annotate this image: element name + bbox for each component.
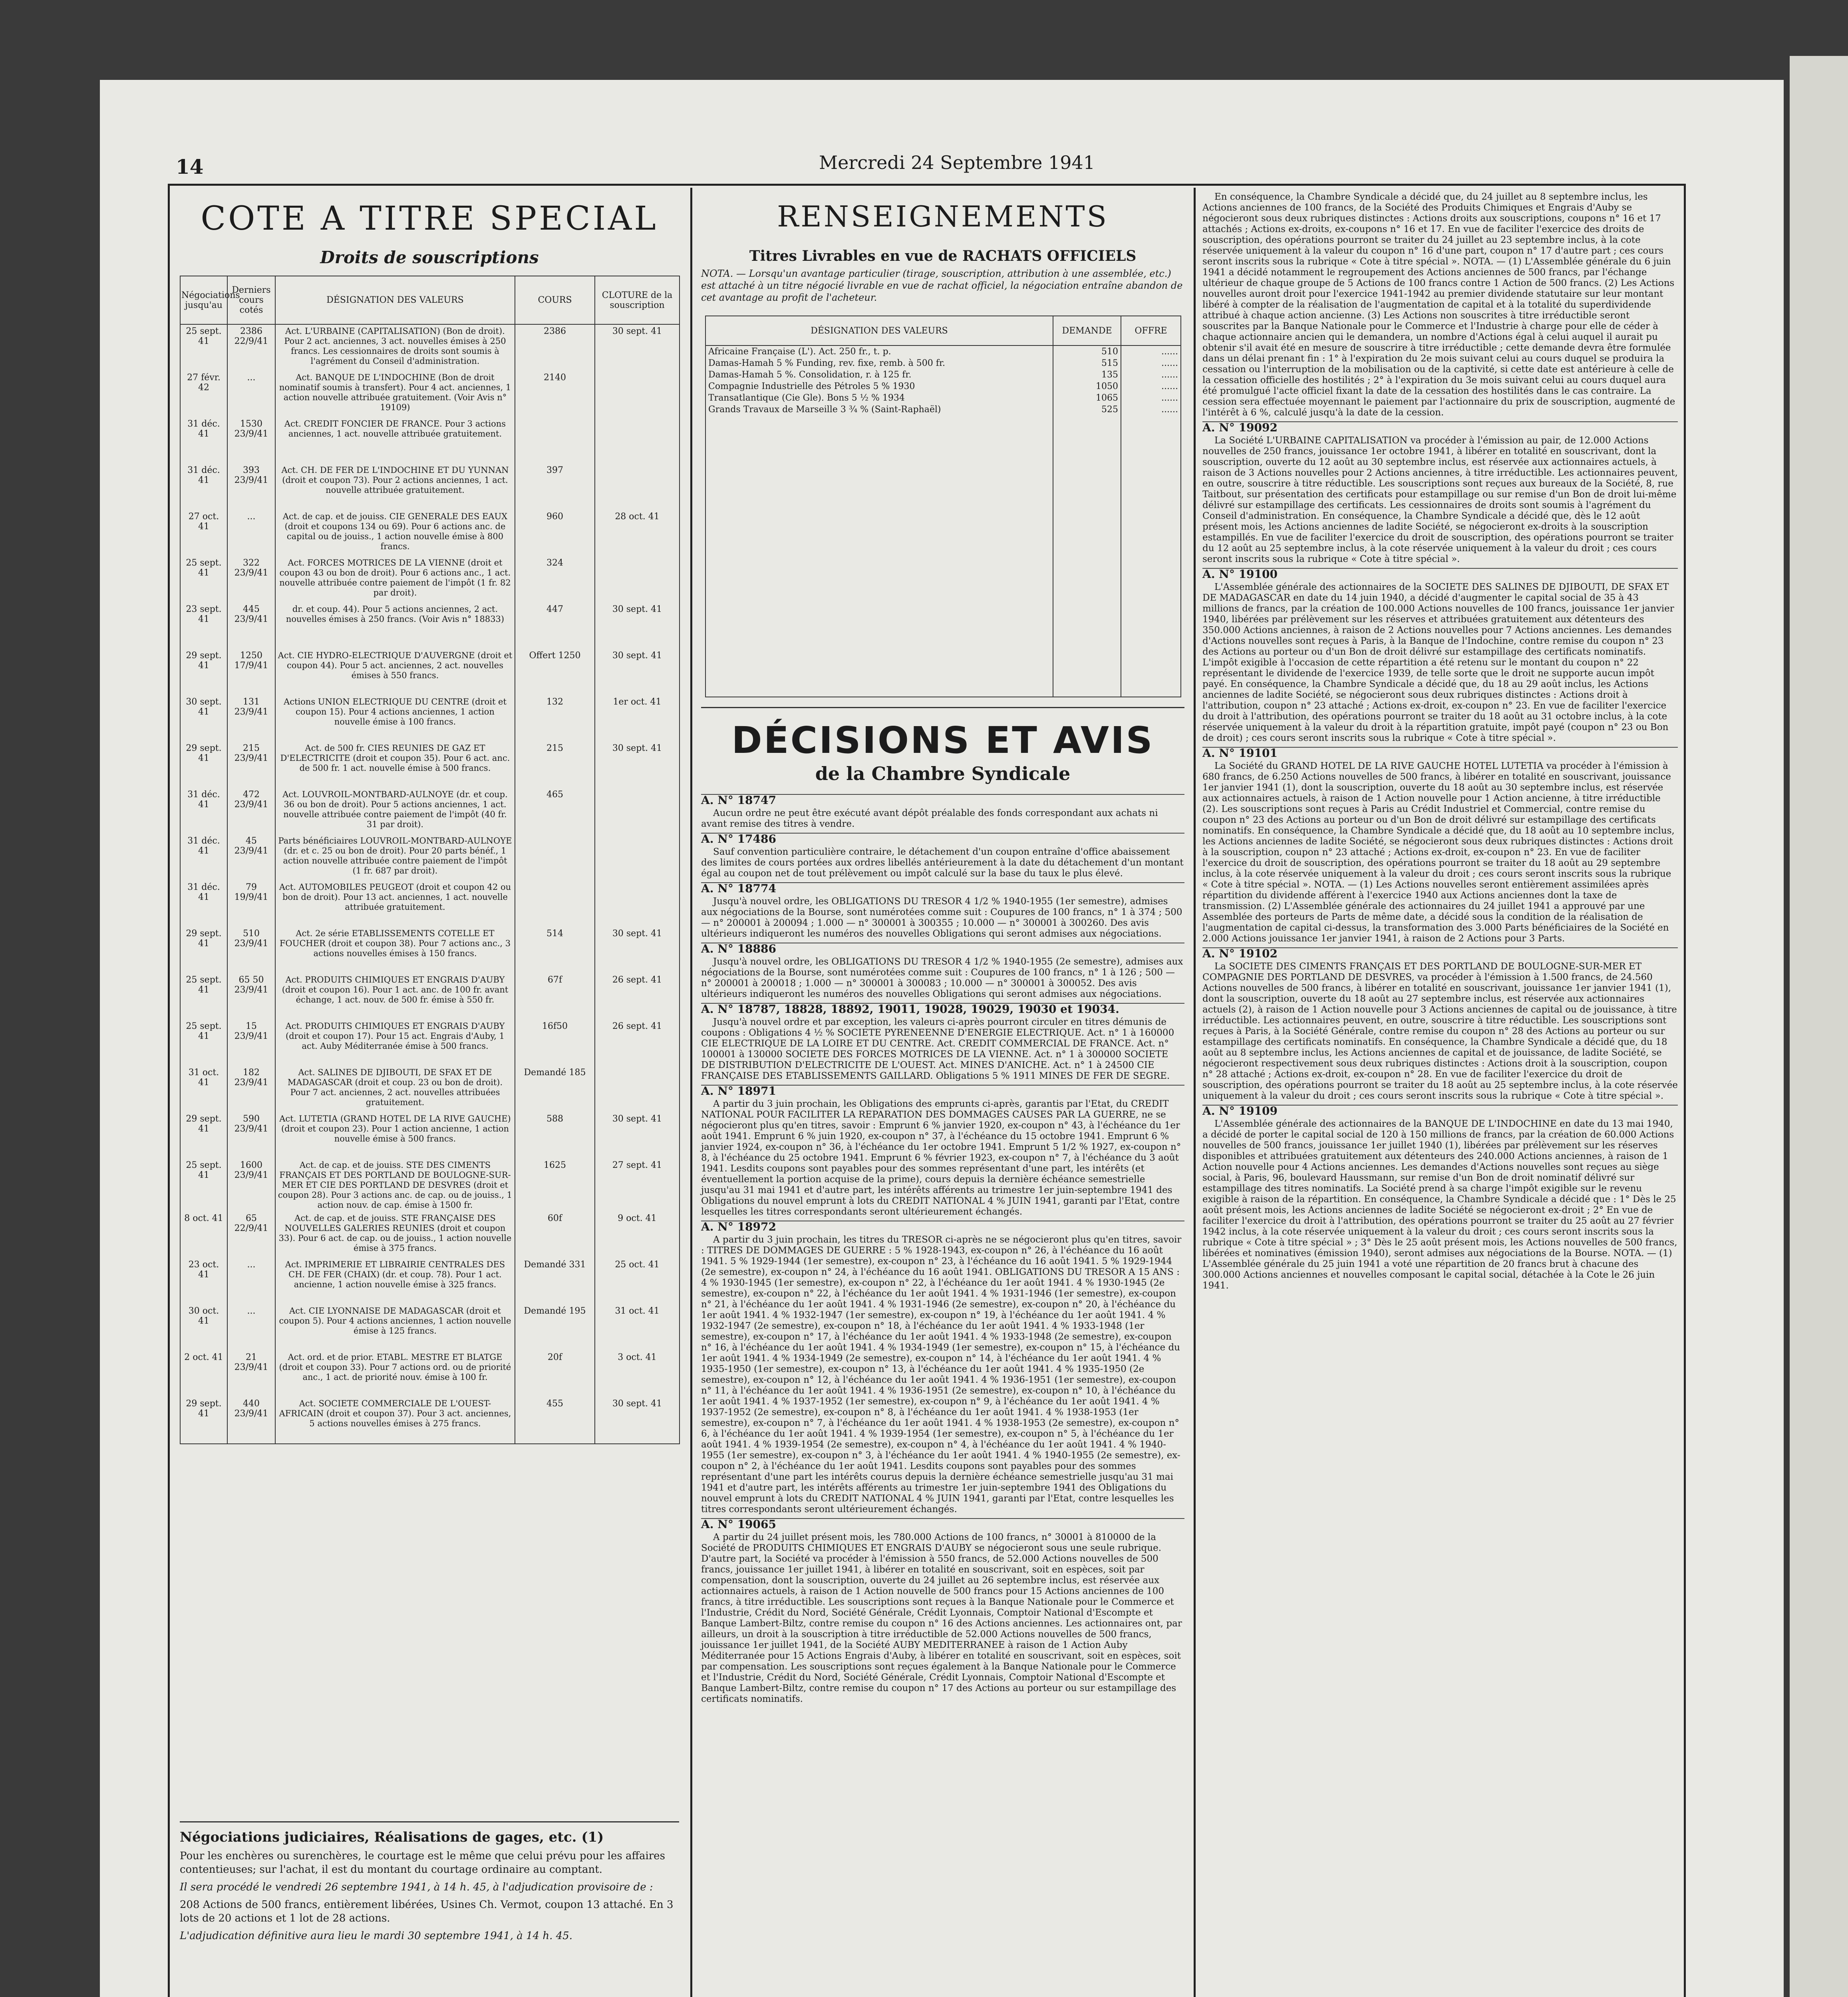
table-cell: 465 — [515, 788, 595, 834]
table-cell: Act. de 500 fr. CIES REUNIES DE GAZ ET D'ELECTRICITE (droit et coupon 35). Pour 6 act. anc. de 500 fr. 1 act. nouvelle émise à 500 francs. — [275, 742, 515, 788]
table-cell: 525 — [1053, 404, 1121, 415]
table-cell: ... — [227, 1258, 275, 1304]
table-row — [180, 603, 680, 649]
table-cell: 23 sept. 41 — [180, 603, 227, 649]
column-header: DEMANDE — [1053, 316, 1121, 345]
table-cell: Actions UNION ELECTRIQUE DU CENTRE (droit et coupon 15). Pour 4 actions anciennes, 1 action nouvelle émise à 100 francs. — [275, 695, 515, 742]
table-cell: Act. IMPRIMERIE ET LIBRAIRIE CENTRALES DES CH. DE FER (CHAIX) (dr. et coup. 78). Pour 1 act. ancienne, 1 action nouvelle émise à 325 francs. — [275, 1258, 515, 1304]
avis-block — [701, 943, 1184, 1000]
table-cell: 30 sept. 41 — [595, 1397, 680, 1444]
avis-number: A. N° 18747 — [701, 794, 776, 807]
table-cell: ... — [227, 371, 275, 417]
table-cell: 23 oct. 41 — [180, 1258, 227, 1304]
table-cell: 31 oct. 41 — [180, 1066, 227, 1112]
table-cell — [595, 417, 680, 464]
table-row — [180, 1351, 680, 1397]
table-cell: 79 19/9/41 — [227, 881, 275, 927]
table-cell — [595, 371, 680, 417]
table-row — [180, 1112, 680, 1159]
table-row — [180, 881, 680, 927]
table-row — [705, 369, 1181, 381]
table-cell — [1121, 415, 1181, 697]
table-cell — [515, 881, 595, 927]
avis-text: L'Assemblée générale des actionnaires de la SOCIETE DES SALINES DE DJIBOUTI, DE SFAX ET DE MADAGASCAR en date du 14 juin 1940, a décidé d'augmenter le capital social de 35 à 43 millions de francs, par la création de 100.000 Actions nouvelles de 100 francs, jouissance 1er janvier 1940, libérées par prélèvement sur les réserves et attribuées gratuitement aux détenteurs des 350.000 Actions anciennes, à raison de 2 Actions nouvelles pour 7 Actions anciennes. Les demandes d'Actions nouvelles sont reçues à Paris, à la Banque de l'Indochine, contre remise du coupon n° 23 des Actions au porteur ou d'un Bon de droit délivré sur estampillage des certificats nominatifs. L'impôt exigible à l'occasion de cette répartition a été retenu sur le montant du coupon n° 22 représentant le dividende de l'exercice 1939, de telle sorte que le droit ne supporte aucun impôt payé. En conséquence, la Chambre Syndicale a décidé que, du 18 au 29 août inclus, les Actions anciennes de ladite Société, se négocieront sous deux rubriques distinctes : Actions droit à l'attribution, coupon n° 23 attaché ; Actions ex-droit, ex-coupon n° 23. En vue de faciliter l'exercice du droit à l'attribution, des opérations pourront se traiter du 18 août au 31 octobre inclus, à la cote réservée uniquement à la valeur du droit à la répartition gratuite, impôt payé (coupon n° 23 ou Bon de droit) ; ces cours seront inscrits sous la rubrique « Cote à titre spécial ». — [1202, 582, 1674, 743]
table-cell: 447 — [515, 603, 595, 649]
avis-number: A. N° 18972 — [701, 1220, 776, 1233]
table-cell: Compagnie Industrielle des Pétroles 5 % 1930 — [705, 381, 1053, 392]
table-cell: 510 — [1053, 345, 1121, 357]
avis-text: A partir du 3 juin prochain, les titres du TRESOR ci-après ne se négocieront plus qu'en titres, savoir : TITRES DE DOMMAGES DE GUERRE : 5 % 1928-1943, ex-coupon n° 26, à l'échéance du 16 août 1941. 5 % 1929-1944 (1er semestre), ex-coupon n° 23, à l'échéance du 16 août 1941. 5 % 1929-1944 (2e semestre), ex-coupon n° 24, à l'échéance du 16 août 1941. OBLIGATIONS DU TRESOR A 15 ANS : 4 % 1930-1945 (1er semestre), ex-coupon n° 22, à l'échéance du 1er août 1941. 4 % 1930-1945 (2e semestre), ex-coupon n° 22, à l'échéance du 1er août 1941. 4 % 1931-1946 (1er semestre), ex-coupon n° 21, à l'échéance du 1er août 1941. 4 % 1931-1946 (2e semestre), ex-coupon n° 20, à l'échéance du 1er août 1941. 4 % 1932-1947 (1er semestre), ex-coupon n° 19, à l'échéance du 1er août 1941. 4 % 1932-1947 (2e semestre), ex-coupon n° 18, à l'échéance du 1er août 1941. 4 % 1933-1948 (1er semestre), ex-coupon n° 17, à l'échéance du 1er août 1941. 4 % 1933-1948 (2e semestre), ex-coupon n° 16, à l'échéance du 1er août 1941. 4 % 1934-1949 (1er semestre), ex-coupon n° 15, à l'échéance du 1er août 1941. 4 % 1934-1949 (2e semestre), ex-coupon n° 14, à l'échéance du 1er août 1941. 4 % 1935-1950 (1er semestre), ex-coupon n° 13, à l'échéance du 1er août 1941. 4 % 1935-1950 (2e semestre), ex-coupon n° 12, à l'échéance du 1er août 1941. 4 % 1936-1951 (1er semestre), ex-coupon n° 11, à l'échéance du 1er août 1941. 4 % 1936-1951 (2e semestre), ex-coupon n° 10, à l'échéance du 1er août 1941. 4 % 1937-1952 (1er semestre), ex-coupon n° 9, à l'échéance du 1er août 1941. 4 % 1937-1952 (2e semestre), ex-coupon n° 8, à l'échéance du 1er août 1941. 4 % 1938-1953 (1er semestre), ex-coupon n° 7, à l'échéance du 1er août 1941. 4 % 1938-1953 (2e semestre), ex-coupon n° 6, à l'échéance du 1er août 1941. 4 % 1939-1954 (1er semestre), ex-coupon n° 5, à l'échéance du 1er août 1941. 4 % 1939-1954 (2e semestre), ex-coupon n° 4, à l'échéance du 1er août 1941. 4 % 1940-1955 (1er semestre), ex-coupon n° 3, à l'échéance du 1er août 1941. 4 % 1940-1955 (2e semestre), ex-coupon n° 2, à l'échéance du 1er août 1941. Lesdits coupons sont payables pour des sommes représentant d'une part les intérêts courus depuis la dernière échéance semestrielle jusqu'au 31 mai 1941 et d'autre part, les intérêts afférents au trimestre 1er juin-septembre 1941 des Obligations du nouvel emprunt à lots du CREDIT NATIONAL 4 % JUIN 1941, garanti par l'Etat, contre lesquelles les titres correspondants seront ultérieurement échangés. — [701, 1235, 1182, 1515]
table-cell: Act. CH. DE FER DE L'INDOCHINE ET DU YUNNAN (droit et coupon 73). Pour 2 actions anciennes, 1 act. nouvelle attribuée gratuitement. — [275, 464, 515, 510]
table-cell: ...... — [1121, 392, 1181, 404]
table-cell: Demandé 195 — [515, 1304, 595, 1351]
section-title: RENSEIGNEMENTS — [777, 200, 1109, 233]
avis-block — [701, 833, 1184, 879]
table-row — [180, 1066, 680, 1112]
paragraph: 208 Actions de 500 francs, entièrement libérées, Usines Ch. Vermot, coupon 13 attaché. En 3 lots de 20 actions et 1 lot de 28 actions. — [180, 1899, 674, 1924]
table-cell: Transatlantique (Cie Gle). Bons 5 ½ % 1934 — [705, 392, 1053, 404]
table-cell: 21 23/9/41 — [227, 1351, 275, 1397]
table-cell: 60f — [515, 1212, 595, 1258]
page-date: Mercredi 24 Septembre 1941 — [819, 152, 1095, 173]
table-cell: Parts bénéficiaires LOUVROIL-MONTBARD-AULNOYE (dr. et c. 25 ou bon de droit). Pour 20 parts bénéf., 1 action nouvelle attribuée contre paiement de l'impôt (1 fr. 687 par droit). — [275, 834, 515, 881]
table-cell: 182 23/9/41 — [227, 1066, 275, 1112]
table-cell: 27 févr. 42 — [180, 371, 227, 417]
avis-continued-column — [1198, 188, 1682, 1997]
section-title: COTE A TITRE SPECIAL — [201, 200, 658, 238]
table-cell — [515, 417, 595, 464]
table-cell: dr. et coup. 44). Pour 5 actions anciennes, 2 act. nouvelles émises à 250 francs. (Voir Avis n° 18833) — [275, 603, 515, 649]
avis-block — [701, 794, 1184, 830]
avis-block — [701, 1085, 1184, 1217]
avis-block — [1202, 568, 1678, 744]
table-cell: 1250 17/9/41 — [227, 649, 275, 695]
adjacent-page-edge — [1790, 56, 1848, 1997]
table-cell: 30 sept. 41 — [595, 1112, 680, 1159]
table-cell: 30 sept. 41 — [595, 603, 680, 649]
table-row — [180, 1397, 680, 1444]
column-header: CLOTURE de la souscription — [595, 276, 680, 324]
table-cell: 2386 22/9/41 — [227, 324, 275, 371]
table-cell: 30 sept. 41 — [595, 324, 680, 371]
table-cell: 510 23/9/41 — [227, 927, 275, 973]
table-cell: Act. L'URBAINE (CAPITALISATION) (Bon de droit). Pour 2 act. anciennes, 3 act. nouvelles émises à 250 francs. Les cessionnaires de droits sont soumis à l'agrément du Conseil d'administration. — [275, 324, 515, 371]
table-cell: 26 sept. 41 — [595, 1020, 680, 1066]
avis-text: Jusqu'à nouvel ordre et par exception, les valeurs ci-après pourront circuler en titres démunis de coupons : Obligations 4 ½ % SOCIETE PYRENEENNE D'ENERGIE ELECTRIQUE. Act. n° 1 à 160000 CIE ELECTRIQUE DE LA LOIRE ET DU CENTRE. Act. CREDIT COMMERCIAL DE FRANCE. Act. n° 100001 à 130000 SOCIETE DES FORCES MOTRICES DE LA VIENNE. Act. n° 1 à 300000 SOCIETE DE DISTRIBUTION D'ELECTRICITE DE L'OUEST. Act. MINES D'ANICHE. Act. n° 1 à 24500 CIE FRANÇAISE DES ETABLISSEMENTS GAILLARD. Obligations 5 % 1911 MINES DE FER DE SEGRE. — [701, 1017, 1174, 1081]
column-divider — [690, 188, 692, 1997]
table-cell: Act. de cap. et de jouiss. STE DES CIMENTS FRANÇAIS ET DES PORTLAND DE BOULOGNE-SUR-MER ET CIE DES PORTLAND DE DESVRES (droit et coupon 28). Pour 3 actions anc. de cap. ou de jouiss., 1 action nouv. de cap. émise à 1500 fr. — [275, 1159, 515, 1212]
table-cell: ...... — [1121, 357, 1181, 369]
table-cell: 25 sept. 41 — [180, 1159, 227, 1212]
table-cell: 31 déc. 41 — [180, 464, 227, 510]
table-row — [180, 973, 680, 1020]
table-cell: Act. CIE LYONNAISE DE MADAGASCAR (droit et coupon 5). Pour 4 actions anciennes, 1 action nouvelle émise à 125 francs. — [275, 1304, 515, 1351]
table-cell: Act. ord. et de prior. ETABL. MESTRE ET BLATGE (droit et coupon 33). Pour 7 actions ord. ou de priorité anc., 1 act. de priorité nouv. émise à 100 fr. — [275, 1351, 515, 1397]
table-cell: 2386 — [515, 324, 595, 371]
table-row — [705, 357, 1181, 369]
table-cell — [595, 788, 680, 834]
table-cell: 30 sept. 41 — [595, 649, 680, 695]
table-cell: Act. 2e série ETABLISSEMENTS COTELLE ET FOUCHER (droit et coupon 38). Pour 7 actions anc., 3 actions nouvelles émises à 150 francs. — [275, 927, 515, 973]
table-row — [180, 1212, 680, 1258]
table-cell: 324 — [515, 556, 595, 603]
table-cell: Act. de cap. et de jouiss. CIE GENERALE DES EAUX (droit et coupons 134 ou 69). Pour 6 actions anc. de capital ou de jouiss., 1 action nouvelle émise à 800 francs. — [275, 510, 515, 556]
table-row — [180, 1159, 680, 1212]
table-cell: 30 sept. 41 — [595, 927, 680, 973]
table-cell: 31 déc. 41 — [180, 417, 227, 464]
table-cell: 29 sept. 41 — [180, 1112, 227, 1159]
column-header: Négociations jusqu'au — [180, 276, 227, 324]
decisions-subtitle: de la Chambre Syndicale — [815, 763, 1071, 784]
table-cell: 131 23/9/41 — [227, 695, 275, 742]
table-cell: 20f — [515, 1351, 595, 1397]
cote-titre-special-column — [172, 188, 687, 1997]
avis-number: A. N° 19109 — [1202, 1104, 1278, 1118]
table-cell: 65 50 23/9/41 — [227, 973, 275, 1020]
table-row — [180, 510, 680, 556]
avis-text: La SOCIETE DES CIMENTS FRANÇAIS ET DES PORTLAND DE BOULOGNE-SUR-MER ET COMPAGNIE DES PORTLAND DE DESVRES, va procéder à l'émission à 1.500 francs, de 24.560 Actions nouvelles de 500 francs, à libérer en totalité en souscrivant, jouissance 1er janvier 1941 (1), dont la souscription, ouverte du 18 août au 27 septembre inclus, est réservée aux actionnaires actuels (2), à raison de 1 Action nouvelle pour 3 Actions anciennes de capital ou de jouissance, à titre irréductible. Les actionnaires peuvent, en outre, souscrire à titre réductible. Les souscriptions sont reçues à Paris, à la Société Générale, contre remise du coupon n° 28 des Actions au porteur ou sur estampillage des certificats nominatifs. En conséquence, la Chambre Syndicale a décidé que, du 18 août au 8 septembre inclus, les Actions anciennes de capital et de jouissance, de ladite Société, se négocieront respectivement sous deux rubriques distinctes : Actions droit à la souscription, coupon n° 28 attaché ; Actions ex-droit, ex-coupon n° 28. En vue de faciliter l'exercice du droit de souscription, des opérations pourront se traiter du 18 août au 25 septembre inclus, à la cote réservée uniquement à la valeur du droit ; ces cours seront inscrits sous la rubrique « Cote à titre spécial ». — [1202, 961, 1678, 1101]
avis-text: La Société L'URBAINE CAPITALISATION va procéder à l'émission au pair, de 12.000 Actions nouvelles de 250 francs, jouissance 1er octobre 1941, à libérer en totalité en souscrivant, dont la souscription, ouverte du 12 août au 30 septembre inclus, est réservée aux actionnaires actuels, à raison de 3 Actions nouvelles pour 2 Actions anciennes, à titre irréductible. Les actionnaires peuvent, en outre, souscrire à titre réductible. Les souscriptions sont reçues aux bureaux de la Société, 8, rue Taitbout, sur présentation des certificats pour estampillage ou sur remise d'un Bon de droit lui-même délivré sur estampillage des certificats. Les cessionnaires de droits sont soumis à l'agrément du Conseil d'administration. En conséquence, la Chambre Syndicale a décidé que, dès le 12 août présent mois, les Actions anciennes de ladite Société, se négocieront ex-droits à la souscription estampillés. En vue de faciliter l'exercice du droit de souscription, des opérations pourront se traiter du 12 août au 25 septembre inclus, à la cote réservée uniquement à la valeur du droit ; ces cours seront inscrits sous la rubrique « Cote à titre spécial ». — [1202, 435, 1678, 564]
table-cell: 31 déc. 41 — [180, 834, 227, 881]
table-cell: ... — [227, 1304, 275, 1351]
table-cell: Act. AUTOMOBILES PEUGEOT (droit et coupon 42 ou bon de droit). Pour 13 act. anciennes, 1 act. nouvelle attribuée gratuitement. — [275, 881, 515, 927]
avis-block — [1202, 747, 1678, 944]
table-cell: 1600 23/9/41 — [227, 1159, 275, 1212]
table-cell: 445 23/9/41 — [227, 603, 275, 649]
table-cell: 25 sept. 41 — [180, 973, 227, 1020]
table-cell: Africaine Française (L'). Act. 250 fr., t. p. — [705, 345, 1053, 357]
avis-block — [701, 1003, 1184, 1082]
column-divider — [1194, 188, 1196, 1997]
table-row — [180, 788, 680, 834]
table-cell: 135 — [1053, 369, 1121, 381]
table-cell: 25 oct. 41 — [595, 1258, 680, 1304]
avis-number: A. N° 17486 — [701, 832, 776, 846]
table-cell — [1053, 415, 1121, 697]
avis-text: Sauf convention particulière contraire, le détachement d'un coupon entraîne d'office abaissement des limites de cours portées aux ordres libellés antérieurement à la date du détachement d'un montant égal au coupon net de tout prélèvement ou impôt calculé sur la base du taux le plus élevé. — [701, 847, 1184, 879]
table-cell: Demandé 185 — [515, 1066, 595, 1112]
paragraph: Pour les enchères ou surenchères, le courtage est le même que celui prévu pour les affaires contentieuses; sur l'achat, il est du montant du courtage ordinaire au comptant. — [180, 1850, 665, 1876]
table-cell: 397 — [515, 464, 595, 510]
avis-number: A. N° 19100 — [1202, 568, 1278, 581]
table-cell: 25 sept. 41 — [180, 556, 227, 603]
table-row — [180, 742, 680, 788]
table-cell: 960 — [515, 510, 595, 556]
table-cell: 16f50 — [515, 1020, 595, 1066]
section-subtitle: Titres Livrables en vue de RACHATS OFFICIELS — [749, 248, 1137, 264]
avis-block — [701, 882, 1184, 939]
table-row — [180, 324, 680, 371]
table-row — [180, 464, 680, 510]
table-cell: Damas-Hamah 5 %. Consolidation, r. à 125 fr. — [705, 369, 1053, 381]
column-header: OFFRE — [1121, 316, 1181, 345]
table-cell: 132 — [515, 695, 595, 742]
table-cell: 8 oct. 41 — [180, 1212, 227, 1258]
table-cell: Act. CREDIT FONCIER DE FRANCE. Pour 3 actions anciennes, 1 act. nouvelle attribuée gratuitement. — [275, 417, 515, 464]
table-cell — [595, 834, 680, 881]
section-subtitle: Droits de souscriptions — [320, 248, 539, 267]
avis-text: En conséquence, la Chambre Syndicale a décidé que, du 24 juillet au 8 septembre inclus, les Actions anciennes de 100 francs, de la Société des Produits Chimiques et Engrais d'Auby se négocieront sous deux rubriques distinctes : Actions droits aux souscriptions, coupons n° 16 et 17 attachés ; Actions ex-droits, ex-coupons n° 16 et 17. En vue de faciliter l'exercice des droits de souscription, des opérations pourront se traiter du 24 juillet au 23 septembre inclus, à la cote réservée uniquement à la valeur du coupon n° 16 d'une part, coupon n° 17 d'autre part ; ces cours seront inscrits sous la rubrique « Cote à titre spécial ». NOTA. — (1) L'Assemblée générale du 6 juin 1941 a décidé notamment le regroupement des Actions anciennes de 500 francs, par l'échange ultérieur de chaque groupe de 5 Actions de 100 francs contre 1 Action de 500 francs. (2) Les Actions nouvelles auront droit pour l'exercice 1941-1942 au premier dividende statutaire sur leur montant libéré à compter de la réalisation de l'augmentation de capital et à la totalité du superdividende attribué à chaque action ancienne. (3) Les Actions non souscrites à titre irréductible seront souscrites par la Banque Nationale pour le Commerce et l'Industrie à charge pour elle de céder à chaque actionnaire ancien qui le demandera, un nombre d'Actions égal à celui auquel il aurait pu obtenir s'il avait été en mesure de souscrire à titre irréductible ; cette demande devra être formulée dans un délai prenant fin : 1° à l'expiration du 2e mois suivant celui au cours duquel se produira la cessation ou l'interruption de la mobilisation ou de la captivité, si cette date est antérieure à celle de la cessation officielle des hostilités ; 2° à l'expiration du 3e mois suivant celui au cours duquel aura été promulgué l'acte officiel fixant la date de la cessation des hostilités dans le cas contraire. La cession sera effectuée moyennant le paiement par l'actionnaire du prix de souscription, augmenté de l'intérêt à 6 %, calculé jusqu'à la date de la cession. — [1202, 192, 1675, 418]
table-row — [705, 381, 1181, 392]
table-cell: 393 23/9/41 — [227, 464, 275, 510]
table-cell: 440 23/9/41 — [227, 1397, 275, 1444]
table-cell: Act. LOUVROIL-MONTBARD-AULNOYE (dr. et coup. 36 ou bon de droit). Pour 5 actions anciennes, 1 act. nouvelle attribuée contre paiement de l'impôt (40 fr. 31 par droit). — [275, 788, 515, 834]
table-cell: 1065 — [1053, 392, 1121, 404]
table-cell: 590 23/9/41 — [227, 1112, 275, 1159]
table-cell — [595, 881, 680, 927]
table-cell — [705, 415, 1053, 697]
avis-block — [701, 1221, 1184, 1515]
table-cell: 588 — [515, 1112, 595, 1159]
page-number: 14 — [176, 155, 204, 179]
divider — [180, 1821, 679, 1822]
table-cell: 25 sept. 41 — [180, 1020, 227, 1066]
avis-text: Jusqu'à nouvel ordre, les OBLIGATIONS DU TRESOR 4 1/2 % 1940-1955 (2e semestre), admises aux négociations de la Bourse, sont numérotées comme suit : Coupures de 100 francs, n° 1 à 126 ; 500 — n° 200001 à 200018 ; 1.000 — n° 300001 à 300083 ; 10.000 — n° 300001 à 300052. Des avis ultérieurs indiqueront les numéros des nouvelles Obligations qui seront admises aux négociations. — [701, 957, 1183, 999]
table-cell: 30 sept. 41 — [595, 742, 680, 788]
avis-list — [1202, 192, 1678, 1293]
table-cell: Act. SALINES DE DJIBOUTI, DE SFAX ET DE MADAGASCAR (droit et coup. 23 ou bon de droit). Pour 7 act. anciennes, 2 act. nouvelles attribuées gratuitement. — [275, 1066, 515, 1112]
table-row — [180, 834, 680, 881]
table-cell: 29 sept. 41 — [180, 649, 227, 695]
avis-text: Aucun ordre ne peut être exécuté avant dépôt préalable des fonds correspondant aux achats ni avant remise des titres à vendre. — [701, 808, 1158, 829]
table-cell: 28 oct. 41 — [595, 510, 680, 556]
table-cell: Act. LUTETIA (GRAND HOTEL DE LA RIVE GAUCHE) (droit et coupon 23). Pour 1 action ancienne, 1 action nouvelle émise à 500 francs. — [275, 1112, 515, 1159]
avis-block — [1202, 1105, 1678, 1291]
table-row — [180, 1304, 680, 1351]
rachats-officiels-table — [705, 316, 1181, 697]
avis-block — [1202, 947, 1678, 1102]
negotiations-title: Négociations judiciaires, Réalisations de gages, etc. (1) — [180, 1829, 604, 1845]
avis-block — [701, 1518, 1184, 1705]
avis-number: A. N° 19102 — [1202, 947, 1278, 960]
table-cell: 31 oct. 41 — [595, 1304, 680, 1351]
avis-block — [1202, 421, 1678, 565]
table-cell: 515 — [1053, 357, 1121, 369]
table-cell: 215 — [515, 742, 595, 788]
table-cell: Act. PRODUITS CHIMIQUES ET ENGRAIS D'AUBY (droit et coupon 16). Pour 1 act. anc. de 100 fr. avant échange, 1 act. nouv. de 500 fr. émise à 550 fr. — [275, 973, 515, 1020]
paragraph: Il sera procédé le vendredi 26 septembre 1941, à 14 h. 45, à l'adjudication provisoire de : — [180, 1881, 653, 1893]
table-row — [705, 415, 1181, 697]
avis-number: A. N° 19065 — [701, 1518, 776, 1531]
table-cell: 29 sept. 41 — [180, 1397, 227, 1444]
avis-list — [701, 791, 1184, 1706]
divider — [701, 707, 1184, 708]
table-cell: 27 oct. 41 — [180, 510, 227, 556]
column-header: COURS — [515, 276, 595, 324]
table-cell: Grands Travaux de Marseille 3 ¾ % (Saint-Raphaël) — [705, 404, 1053, 415]
avis-number: A. N° 18774 — [701, 882, 776, 895]
table-cell: ... — [227, 510, 275, 556]
table-cell: 2 oct. 41 — [180, 1351, 227, 1397]
column-header: DÉSIGNATION DES VALEURS — [705, 316, 1053, 345]
avis-text: Jusqu'à nouvel ordre, les OBLIGATIONS DU TRESOR 4 1/2 % 1940-1955 (1er semestre), admises aux négociations de la Bourse, sont numérotées comme suit : Coupures de 100 francs, n° 1 à 374 ; 500 — n° 200001 à 200094 ; 1.000 — n° 300001 à 300355 ; 10.000 — n° 300001 à 300260. Des avis ultérieurs indiqueront les numéros des nouvelles Obligations qui seront admises aux négociations. — [701, 896, 1182, 939]
table-cell: 15 23/9/41 — [227, 1020, 275, 1066]
table-cell: ...... — [1121, 369, 1181, 381]
avis-text: A partir du 3 juin prochain, les Obligations des emprunts ci-après, garantis par l'Etat, du CREDIT NATIONAL POUR FACILITER LA REPARATION DES DOMMAGES CAUSES PAR LA GUERRE, ne se négocieront plus qu'en titres, savoir : Emprunt 6 % janvier 1920, ex-coupon n° 43, à l'échéance du 1er août 1941. Emprunt 6 % juin 1920, ex-coupon n° 37, à l'échéance du 15 octobre 1941. Emprunt 6 % janvier 1924, ex-coupon n° 36, à l'échéance du 1er octobre 1941. Emprunt 5 1/2 % 1927, ex-coupon n° 8, à l'échéance du 25 octobre 1941. Emprunt 6 % février 1923, ex-coupon n° 7, à l'échéance du 3 août 1941. Lesdits coupons sont payables pour des sommes représentant d'une part, les intérêts (et éventuellement la portion acquise de la prime), cours depuis la dernière échéance semestrielle jusqu'au 31 mai 1941 et d'autre part, les intérêts afférents au trimestre 1er juin-septembre 1941 des Obligations du nouvel emprunt à lots du CREDIT NATIONAL 4 % JUIN 1941, garanti par l'Etat, contre lesquelles les titres correspondants seront ultérieurement échangés. — [701, 1099, 1181, 1217]
table-cell: 30 oct. 41 — [180, 1304, 227, 1351]
table-cell: Act. de cap. et de jouiss. STE FRANÇAISE DES NOUVELLES GALERIES REUNIES (droit et coupon 33). Pour 6 act. de cap. ou de jouiss., 1 action nouvelle émise à 375 francs. — [275, 1212, 515, 1258]
table-cell — [595, 1066, 680, 1112]
column-header: Derniers cours cotés — [227, 276, 275, 324]
subscription-rights-table — [180, 276, 680, 1444]
table-cell: 9 oct. 41 — [595, 1212, 680, 1258]
table-cell: 45 23/9/41 — [227, 834, 275, 881]
avis-number: A. N° 19092 — [1202, 421, 1278, 434]
table-cell: Act. BANQUE DE L'INDOCHINE (Bon de droit nominatif soumis à transfert). Pour 4 act. anciennes, 1 action nouvelle attribuée gratuitement. (Voir Avis n° 19109) — [275, 371, 515, 417]
column-header: DÉSIGNATION DES VALEURS — [275, 276, 515, 324]
table-cell: Act. CIE HYDRO-ELECTRIQUE D'AUVERGNE (droit et coupon 44). Pour 5 act. anciennes, 2 act. nouvelles émises à 550 francs. — [275, 649, 515, 695]
table-cell: 472 23/9/41 — [227, 788, 275, 834]
avis-number: A. N° 18886 — [701, 942, 776, 955]
table-cell: 31 déc. 41 — [180, 788, 227, 834]
table-row — [180, 371, 680, 417]
table-cell: 29 sept. 41 — [180, 742, 227, 788]
table-header-row — [705, 316, 1181, 345]
table-cell: ...... — [1121, 381, 1181, 392]
table-cell: 2140 — [515, 371, 595, 417]
avis-text: La Société du GRAND HOTEL DE LA RIVE GAUCHE HOTEL LUTETIA va procéder à l'émission à 680 francs, de 6.250 Actions nouvelles de 500 francs, à libérer en totalité en souscrivant, jouissance 1er janvier 1941 (1), dont la souscription, ouverte du 18 août au 30 septembre inclus, est réservée aux actionnaires actuels, à raison de 1 Action nouvelle pour 1 Action ancienne, à titre irréductible (2). Les souscriptions sont reçues à Paris au Crédit Industriel et Commercial, contre remise du coupon n° 23 des Actions au porteur ou d'un Bon de droit délivré sur estampillage des certificats nominatifs. En conséquence, la Chambre Syndicale a décidé que, du 18 août au 10 septembre inclus, les Actions anciennes de ladite Société, se négocieront sous deux rubriques distinctes : Actions droit à la souscription, coupon n° 23 attaché ; Actions ex-droit, ex-coupon n° 23. En vue de faciliter l'exercice du droit de souscription, des opérations pourront se traiter du 18 août au 29 septembre inclus, à la cote réservée uniquement à la valeur du droit ; ces cours seront inscrits sous la rubrique « Cote à titre spécial ». NOTA. — (1) Les Actions nouvelles seront entièrement assimilées après répartition du dividende afférent à l'exercice 1940 aux Actions anciennes dont la taxe de transmission. (2) L'Assemblée générale des actionnaires du 24 juillet 1941 a approuvé par une Assemblée des porteurs de Parts de même date, a décidé sous la condition de la réalisation de l'augmentation de capital ci-dessus, la transformation des 3.000 Parts bénéficiaires de la Société en 2.000 Actions jouissance 1er janvier 1941, à raison de 2 Actions pour 3 Parts. — [1202, 761, 1675, 944]
table-cell: Act. SOCIETE COMMERCIALE DE L'OUEST-AFRICAIN (droit et coupon 37). Pour 3 act. anciennes, 5 actions nouvelles émises à 275 francs. — [275, 1397, 515, 1444]
table-row — [180, 417, 680, 464]
table-cell: 1050 — [1053, 381, 1121, 392]
table-cell: 1er oct. 41 — [595, 695, 680, 742]
paragraph: L'adjudication définitive aura lieu le mardi 30 septembre 1941, à 14 h. 45. — [180, 1930, 572, 1942]
table-cell: 29 sept. 41 — [180, 927, 227, 973]
table-cell: 25 sept. 41 — [180, 324, 227, 371]
table-cell: 30 sept. 41 — [180, 695, 227, 742]
table-cell: Act. FORCES MOTRICES DE LA VIENNE (droit et coupon 43 ou bon de droit). Pour 6 actions anc., 1 act. nouvelle attribuée contre paiement de l'impôt (1 fr. 82 par droit). — [275, 556, 515, 603]
table-cell: 3 oct. 41 — [595, 1351, 680, 1397]
table-cell: 1530 23/9/41 — [227, 417, 275, 464]
table-row — [180, 927, 680, 973]
table-cell: 65 22/9/41 — [227, 1212, 275, 1258]
table-row — [705, 404, 1181, 415]
table-cell: Demandé 331 — [515, 1258, 595, 1304]
avis-text: L'Assemblée générale des actionnaires de la BANQUE DE L'INDOCHINE en date du 13 mai 1940, a décidé de porter le capital social de 120 à 150 millions de francs, par la création de 60.000 Actions nouvelles de 500 francs, jouissance 1er juillet 1940 (1), libérées par prélèvement sur les réserves disponibles et attribuées gratuitement aux détenteurs des 240.000 Actions anciennes, à raison de 1 Action nouvelle pour 4 Actions anciennes. Les demandes d'Actions nouvelles sont reçues au siège social, à Paris, 96, boulevard Haussmann, sur remise d'un Bon de droit nominatif délivré sur estampillage des titres nominatifs. La Société prend à sa charge l'impôt exigible sur le revenu exigible à raison de la répartition. En conséquence, la Chambre Syndicale a décidé que : 1° Dès le 25 août présent mois, les Actions anciennes de ladite Société se négocieront ex-droit ; 2° En vue de faciliter l'exercice du droit à l'attribution, des opérations pourront se traiter du 25 août au 27 février 1942 inclus, à la cote réservée uniquement à la valeur du droit ; ces cours seront inscrits sous la rubrique « Cote à titre spécial » ; 3° Dès le 25 août présent mois, les Actions nouvelles de 500 francs, libérées et nominatives (émission 1940), seront admises aux négociations de la Bourse. NOTA. — (1) L'Assemblée générale du 25 juin 1941 a voté une répartition de 20 francs brut à chacune des 300.000 Actions anciennes et nouvelles composant le capital social, détachée à la Cote le 26 juin 1941. — [1202, 1119, 1677, 1291]
table-row — [180, 556, 680, 603]
table-cell: ...... — [1121, 345, 1181, 357]
avis-number: A. N° 19101 — [1202, 746, 1278, 760]
table-row — [180, 695, 680, 742]
table-cell: 1625 — [515, 1159, 595, 1212]
table-row — [180, 1020, 680, 1066]
table-row — [180, 649, 680, 695]
avis-block — [1202, 192, 1678, 418]
table-cell: Act. PRODUITS CHIMIQUES ET ENGRAIS D'AUBY (droit et coupon 17). Pour 15 act. Engrais d'Auby, 1 act. Auby Méditerranée émise à 500 francs. — [275, 1020, 515, 1066]
decisions-title: DÉCISIONS ET AVIS — [731, 719, 1154, 762]
table-cell: 322 23/9/41 — [227, 556, 275, 603]
table-cell: 514 — [515, 927, 595, 973]
table-row — [705, 392, 1181, 404]
table-cell: 31 déc. 41 — [180, 881, 227, 927]
avis-number: A. N° 18971 — [701, 1084, 776, 1098]
table-cell: 26 sept. 41 — [595, 973, 680, 1020]
table-cell: 455 — [515, 1397, 595, 1444]
table-cell: 215 23/9/41 — [227, 742, 275, 788]
renseignements-column — [697, 188, 1188, 1997]
table-cell — [515, 834, 595, 881]
table-header-row — [180, 276, 680, 324]
avis-number: A. N° 18787, 18828, 18892, 19011, 19028, 19029, 19030 et 19034. — [701, 1002, 1119, 1016]
table-cell: ...... — [1121, 404, 1181, 415]
table-cell: Offert 1250 — [515, 649, 595, 695]
table-cell — [595, 464, 680, 510]
table-cell: 67f — [515, 973, 595, 1020]
table-cell: 27 sept. 41 — [595, 1159, 680, 1212]
table-row — [705, 345, 1181, 357]
table-row — [180, 1258, 680, 1304]
table-cell — [595, 556, 680, 603]
table-cell: Damas-Hamah 5 % Funding, rev. fixe, remb. à 500 fr. — [705, 357, 1053, 369]
note: NOTA. — Lorsqu'un avantage particulier (tirage, souscription, attribution à une assemblée, etc.) est attaché à un titre négocié livrable en vue de rachat officiel, la négociation entraîne abandon de cet avantage au profit de l'acheteur. — [701, 268, 1183, 303]
negotiations-body — [180, 1849, 679, 1947]
avis-text: A partir du 24 juillet présent mois, les 780.000 Actions de 100 francs, n° 30001 à 810000 de la Société de PRODUITS CHIMIQUES ET ENGRAIS D'AUBY se négocieront sous une seule rubrique. D'autre part, la Société va procéder à l'émission à 550 francs, de 52.000 Actions nouvelles de 500 francs, jouissance 1er juillet 1941, à libérer en totalité en souscrivant, soit en espèces, soit par compensation, dont la souscription, ouverte du 24 juillet au 26 septembre inclus, est réservée aux actionnaires actuels, à raison de 1 Action nouvelle de 500 francs pour 15 Actions anciennes de 100 francs, à titre irréductible. Les souscriptions sont reçues à la Banque Nationale pour le Commerce et l'Industrie, Crédit du Nord, Société Générale, Crédit Lyonnais, Comptoir National d'Escompte et Banque Lambert-Biltz, contre remise du coupon n° 16 des Actions anciennes. Les actionnaires ont, par ailleurs, un droit à la souscription à titre irréductible de 52.000 Actions nouvelles de 500 francs, jouissance 1er juillet 1941, de la Société AUBY MEDITERRANEE à raison de 1 Action Auby Méditerranée pour 15 Actions Engrais d'Auby, à libérer en totalité en souscrivant, soit en espèces, soit par compensation. Les souscriptions sont reçues également à la Banque Nationale pour le Commerce et l'Industrie, Crédit du Nord, Société Générale, Crédit Lyonnais, Comptoir National d'Escompte et Banque Lambert-Biltz, contre remise du coupon n° 17 des Actions au porteur ou sur estampillage des certificats nominatifs. — [701, 1532, 1182, 1704]
